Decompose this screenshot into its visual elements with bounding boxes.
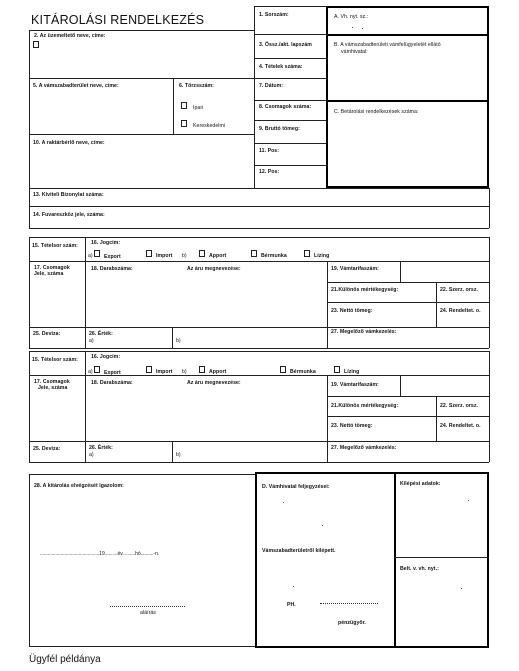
field-18-label: 18. Darabszáma: <box>91 266 133 272</box>
field-11-label: 11. Pos: <box>259 148 280 154</box>
field-24-label: 24. Rendeltet. o. <box>440 423 481 429</box>
field-b-label: B. A vámszabadterületi vámfelügyeletét ellátó <box>334 42 441 48</box>
lizing-label: Lízing <box>314 253 330 259</box>
divider <box>254 120 326 121</box>
field-21-label: 21.Különös mértékegység: <box>331 403 399 409</box>
mark <box>293 586 294 587</box>
checkbox-apport[interactable] <box>199 366 205 373</box>
field-15-label: 15. Tételsor szám: <box>32 357 78 363</box>
value-a-label: a) <box>89 452 94 458</box>
field-25-label: 25. Deviza: <box>33 331 61 337</box>
stamp-label: PH. <box>287 602 296 608</box>
field-17-label: 17. Csomagok <box>34 265 70 271</box>
top-border <box>29 30 254 31</box>
customs-notes-box <box>255 472 489 648</box>
field-22-label: 22. Szerz. orsz. <box>440 403 478 409</box>
divider <box>254 78 326 79</box>
apport-label: Apport <box>209 253 227 259</box>
stamp-line <box>320 603 378 604</box>
signature-label: aláírás <box>140 610 156 616</box>
field-d-label: D. Vámhivatal feljegyzései: <box>262 484 330 490</box>
checkbox-export[interactable] <box>94 250 100 257</box>
exit-nyt-label: Belt. v. vh. nyt.: <box>400 566 439 572</box>
divider <box>254 165 326 166</box>
value-b-label: b) <box>176 452 181 458</box>
field-1-label: 1. Sorszám: <box>259 12 289 18</box>
field-14-label: 14. Fuvareszköz jele, száma: <box>33 212 105 218</box>
mark <box>362 28 363 29</box>
divider <box>254 6 326 7</box>
field-17-label: 17. Csomagok <box>34 379 70 385</box>
field-3-label: 3. Össz./akt. lapszám <box>259 42 312 48</box>
field-26-label: 26. Érték: <box>89 331 113 337</box>
field-24-label: 24. Rendeltet. o. <box>440 308 481 314</box>
checkbox-lizing[interactable] <box>334 366 340 373</box>
divider <box>254 100 326 101</box>
divider <box>394 472 396 648</box>
field-a-label: A. Vh. nyt. sz.: <box>334 14 369 20</box>
left-border <box>29 30 30 228</box>
field-17-label-2: Jele, száma <box>38 385 68 391</box>
divider <box>326 100 489 102</box>
mark <box>322 525 323 526</box>
divider <box>173 78 174 134</box>
field-28-label: 28. A kitárolás elvégzését igazolom: <box>34 483 124 489</box>
divider <box>326 34 489 36</box>
field-4-label: 4. Tételek száma: <box>259 64 303 70</box>
field-15-label: 15. Tételsor szám: <box>32 243 78 249</box>
mark <box>461 588 462 589</box>
signature-line <box>110 606 185 607</box>
checkbox-bermunka[interactable] <box>280 366 286 373</box>
value-a-label: a) <box>89 338 94 344</box>
checkbox-apport[interactable] <box>199 250 205 257</box>
divider <box>254 34 326 35</box>
item-block-2 <box>0 351 519 463</box>
date-line: ..............................................19..........év..........hó..........-n. <box>40 551 159 557</box>
checkbox-import[interactable] <box>146 366 152 373</box>
form-title: KITÁROLÁSI RENDELKEZÉS <box>31 13 205 27</box>
divider <box>29 206 489 207</box>
divider <box>29 134 254 135</box>
field-23-label: 23. Nettó tömeg: <box>331 308 373 314</box>
free-zone-exit-label: Vámszabadterületről kilépett. <box>262 548 336 554</box>
value-b-label: b) <box>176 338 181 344</box>
import-label: Import <box>156 253 173 259</box>
field-10-label: 10. A raktárbérlő neve, címe: <box>33 140 105 146</box>
b-label: b) <box>182 369 187 375</box>
field-8-label: 8. Csomagok száma: <box>259 104 312 110</box>
exit-data-label: Kilépési adatok: <box>400 481 441 487</box>
goods-name-label: Az áru megnevezése: <box>187 266 241 272</box>
lizing-label: Lízing <box>344 369 360 375</box>
field-19-label: 19. Vámtarifaszám: <box>331 266 379 272</box>
import-label: Import <box>156 369 173 375</box>
field-22-label: 22. Szerz. orsz. <box>440 287 478 293</box>
field-9-label: 9. Bruttó tömeg: <box>259 126 300 132</box>
goods-name-label: Az áru megnevezése: <box>187 380 241 386</box>
ipari-label: Ipari <box>193 105 204 111</box>
field-c-label: C. Betárolási rendelkezések száma: <box>334 109 419 115</box>
field-5-label: 5. A vámszabadterület neve, címe: <box>33 83 119 89</box>
field-27-label: 27. Megelőző vámkezelés: <box>331 445 397 451</box>
field-18-label: 18. Darabszáma: <box>91 380 133 386</box>
checkbox-ipari[interactable] <box>181 102 187 109</box>
mark <box>352 27 353 28</box>
divider <box>254 58 326 59</box>
checkbox-bermunka[interactable] <box>251 250 257 257</box>
field-12-label: 12. Pos: <box>259 169 280 175</box>
item-block-1 <box>0 237 519 349</box>
bermunka-label: Bérmunka <box>261 253 287 259</box>
checkbox-export[interactable] <box>94 366 100 373</box>
divider <box>29 188 489 189</box>
b-label: b) <box>182 253 187 259</box>
field-b-label-2: vámhivatal: <box>341 49 368 55</box>
field-27-label: 27. Megelőző vámkezelés: <box>331 329 397 335</box>
field-2-label: 2. Az üzemeltető neve, címe: <box>34 33 106 39</box>
field-16-label: 16. Jogcím: <box>91 240 121 246</box>
divider <box>29 474 255 475</box>
bermunka-label: Bérmunka <box>290 369 316 375</box>
field-21-label: 21.Különös mértékegység: <box>331 287 399 293</box>
divider <box>394 557 489 558</box>
divider <box>29 228 489 229</box>
divider <box>489 188 490 228</box>
checkbox-import[interactable] <box>146 250 152 257</box>
field-19-label: 19. Vámtarifaszám: <box>331 382 379 388</box>
checkbox[interactable] <box>33 41 39 48</box>
a-label: a) <box>88 369 93 375</box>
divider <box>29 646 255 647</box>
field-26-label: 26. Érték: <box>89 445 113 451</box>
copy-label: Ügyfél példánya <box>29 654 101 665</box>
divider <box>29 78 254 79</box>
checkbox-kereskedelmi[interactable] <box>181 120 187 127</box>
divider <box>254 143 326 144</box>
export-label: Export <box>104 370 121 376</box>
mark <box>283 502 284 503</box>
cashier-label: pénzügyőr. <box>338 620 366 626</box>
field-6-label: 6. Törzsszám: <box>179 83 214 89</box>
field-16-label: 16. Jogcím: <box>91 354 121 360</box>
mark <box>468 500 469 501</box>
export-label: Export <box>104 254 121 260</box>
field-17-label-2: Jele, száma <box>34 271 64 277</box>
field-13-label: 13. Kiviteli Bizonylat száma: <box>33 192 104 198</box>
divider <box>29 474 30 646</box>
field-7-label: 7. Dátum: <box>259 83 284 89</box>
kereskedelmi-label: Kereskedelmi <box>193 123 226 129</box>
field-23-label: 23. Nettó tömeg: <box>331 423 373 429</box>
field-25-label: 25. Deviza: <box>33 446 61 452</box>
a-label: a) <box>88 253 93 259</box>
apport-label: Apport <box>209 369 227 375</box>
checkbox-lizing[interactable] <box>304 250 310 257</box>
